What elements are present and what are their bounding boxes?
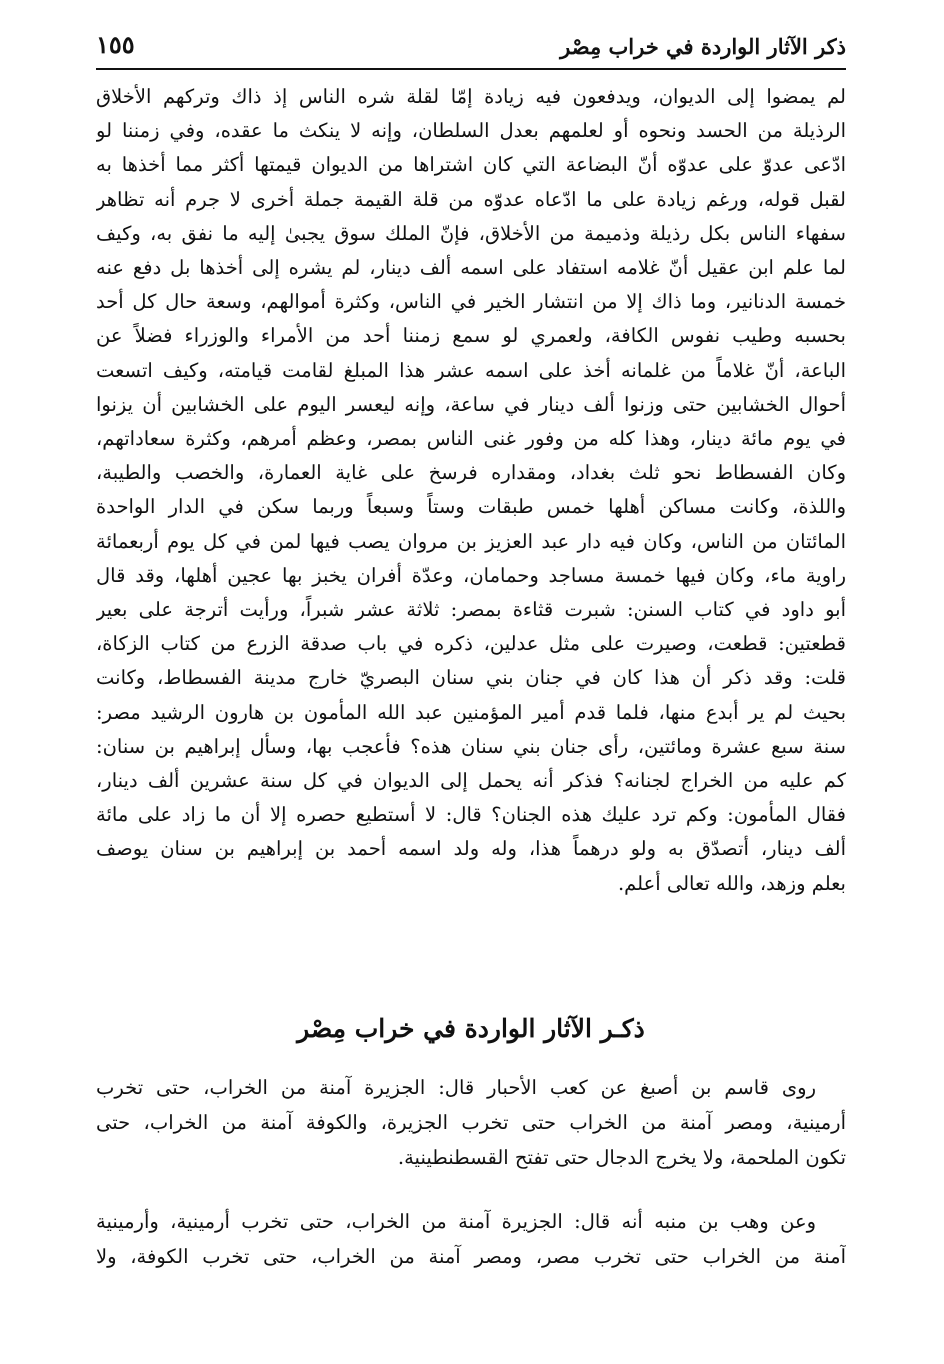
text-line: في يوم مائة دينار، وهذا كله من وفور غنى الناس بمصر، وعظم أمرهم، وكثرة سعاداتهم، (96, 427, 846, 451)
text-line: لم يمضوا إلى الديوان، ويدفعون فيه زيادة إمّا لقلة شره الناس إذ ذاك وتركهم الأخلاق (96, 85, 846, 108)
text-line: راوية ماء، وكان فيها خمسة مساجد وحمامان، وعدّة أفران يخبز بها عجين أهلها، وقد قال (96, 563, 846, 587)
text-line: ادّعى عدوّ على عدوّه أنّ البضاعة التي كان اشتراها من الديوان قيمتها أكثر مما أخذها به (96, 153, 846, 177)
text-line: لما علم ابن عقيل أنّ غلامه استفاد على اسمه ألف دينار، لم يشره إلى أخذها بل دفع عنه (96, 256, 846, 280)
text-line: كم عليه من الخراج لجنانه؟ فذكر أنه يحمل إلى الديوان في كل سنة عشرين ألف دينار، (96, 769, 846, 793)
text-line: ألف دينار، أتصدّق به ولو درهماً هذا، وله ولد اسمه أحمد بن إبراهيم بن سنان يوصف (96, 837, 846, 861)
running-title: ذكر الآثار الواردة في خراب مِصْر (560, 34, 846, 59)
text-line: روى قاسم بن أصبغ عن كعب الأحبار قال: الجزيرة آمنة من الخراب، حتى تخرب (96, 1076, 816, 1099)
text-line: بحسبه وطيب نفوس الكافة، ولعمري لو سمع زمننا أحد من الأمراء والوزراء فضلاً عن (96, 324, 846, 348)
main-text-block (96, 80, 846, 901)
text-line: أحوال الخشابين حتى وزنوا ألف دينار في ساعة، وإنه ليعسر اليوم على الخشابين أن يزنوا (96, 392, 846, 416)
text-line: الباعة، أنّ غلاماً من غلمانه أخذ على اسمه عشر هذا المبلغ لقامت قيامته، وكيف اتسعت (96, 358, 846, 382)
text-line: قلت: وقد ذكر أن هذا كان في جنان بني سنان البصريّ خارج مدينة الفسطاط، وكانت (96, 666, 846, 690)
paragraph-kaab (96, 1070, 846, 1175)
text-line: وعن وهب بن منبه أنه قال: الجزيرة آمنة من الخراب، حتى تخرب أرمينية، وأرمينية (96, 1210, 816, 1233)
text-line: سفهاء الناس بكل رذيلة وذميمة من الأخلاق، فإنّ الملك سوق يجبىٰ إليه ما نفق به، وكيف (96, 221, 846, 245)
section-heading: ذكـر الآثار الواردة في خراب مِصْر (297, 1014, 645, 1043)
text-line: فقال المأمون: وكم ترد عليك هذه الجنان؟ قال: لا أستطيع حصره إلا أن ما زاد على مائة (96, 803, 846, 827)
text-line: أرمينية، ومصر آمنة من الخراب حتى تخرب الجزيرة، والكوفة آمنة من الخراب، حتى (96, 1111, 846, 1134)
text-line: تكون الملحمة، ولا يخرج الدجال حتى تفتح القسطنطينية. (397, 1146, 846, 1169)
text-line: سنة سبع عشرة ومائتين، رأى جنان بني سنان هذه؟ فأعجب بها، وسأل إبراهيم بن سنان: (96, 734, 846, 758)
text-line: بعلم وزهد، والله تعالى أعلم. (617, 871, 846, 895)
text-line: وكان الفسطاط نحو ثلث بغداد، ومقداره فرسخ على غاية العمارة، والخصب والطيبة، (96, 461, 846, 485)
text-line: المائتان من الناس، وكان فيه دار عبد العزيز بن مروان يصب فيها لمن في كل يوم أربعمائة (96, 529, 846, 553)
text-line: لقبل قوله، ورغم زيادة على ما ادّعاه عدوّه من قلة القيمة جملة أخرى لا جرم أنه تظاهر (96, 187, 846, 211)
text-line: خمسة الدنانير، وما ذاك إلا من انتشار الخير في الناس، وكثرة أموالهم، وسعة حال كل أحد (96, 290, 846, 314)
text-line: آمنة من الخراب حتى تخرب مصر، ومصر آمنة من الخراب، حتى تخرب الكوفة، ولا (96, 1245, 846, 1268)
paragraph-wahb (96, 1204, 846, 1274)
header-rule (96, 68, 846, 70)
page-header (96, 30, 846, 66)
page-number: ١٥٥ (96, 30, 135, 59)
text-line: واللذة، وكانت مساكن أهلها خمس طبقات وستاً وسبعاً وربما سكن في الدار الواحدة (96, 495, 846, 519)
text-line: أبو داود في كتاب السنن: شبرت قثاءة بمصر: ثلاثة عشر شبراً، ورأيت أترجة على بعير (96, 598, 846, 622)
text-line: بحيث لم ير أبدع منها، فلما قدم أمير المؤمنين عبد الله المأمون بن هارون الرشيد مصر: (96, 700, 846, 724)
text-line: الرذيلة من الحسد ونحوه أو لعلمهم بعدل السلطان، وإنه لا ينكث ما عقده، وفي زمننا لو (96, 119, 846, 143)
text-line: قطعتين: قطعت، وصيرت على مثل عدلين، ذكره في باب صدقة الزرع من كتاب الزكاة، (96, 632, 846, 656)
